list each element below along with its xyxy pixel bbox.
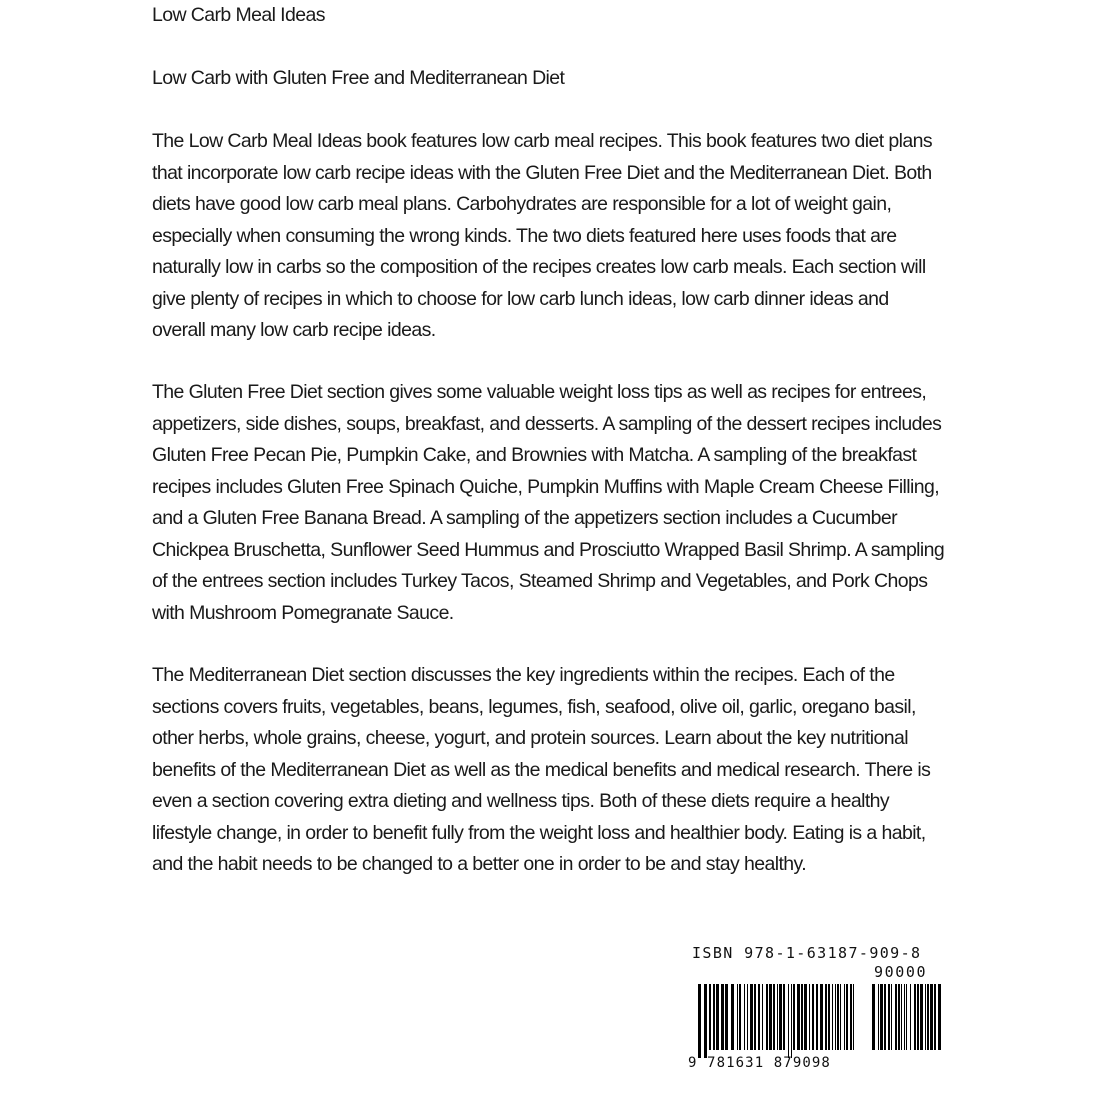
text-line: that incorporate low carb recipe ideas with the Gluten Free Diet and the Mediterranean Diet. Both	[152, 161, 932, 184]
barcode-bar	[878, 984, 879, 1050]
barcode-bar	[721, 984, 724, 1050]
barcode-bar	[797, 984, 800, 1050]
text-line: and a Gluten Free Banana Bread. A sampling of the appetizers section includes a Cucumber	[152, 507, 898, 529]
text-line: of the entrees section includes Turkey Tacos, Steamed Shrimp and Vegetables, and Pork Chops	[152, 570, 928, 592]
text-line: Gluten Free Pecan Pie, Pumpkin Cake, and Brownies with Matcha. A sampling of the breakfast	[152, 444, 917, 466]
barcode-bar	[920, 984, 923, 1050]
barcode-bar	[898, 984, 900, 1050]
page-subtitle: Low Carb with Gluten Free and Mediterranean Diet	[152, 67, 565, 89]
barcode-bar	[828, 984, 830, 1050]
barcode-bar	[880, 984, 883, 1050]
barcode-bar	[762, 984, 763, 1050]
barcode-bar	[938, 984, 941, 1050]
barcode-bar	[872, 984, 875, 1050]
barcode-bar	[891, 984, 892, 1050]
text-line: other herbs, whole grains, cheese, yogurt, and protein sources. Learn about the key nutritional	[152, 727, 908, 749]
barcode-bar	[812, 984, 814, 1050]
barcode-digits: 9 781631 879098	[688, 1055, 831, 1071]
barcode-bar	[773, 984, 775, 1050]
barcode-bar	[910, 984, 911, 1050]
isbn-barcode	[688, 944, 948, 1072]
text-line: appetizers, side dishes, soups, breakfast, and desserts. A sampling of the dessert recipes includes	[152, 412, 942, 435]
description-paragraph-1	[152, 126, 952, 347]
barcode-bar	[791, 984, 792, 1058]
barcode-bar	[766, 984, 768, 1050]
barcode-bar	[744, 984, 745, 1050]
barcode-bar	[925, 984, 926, 1050]
text-line: The Mediterranean Diet section discusses the key ingredients within the recipes. Each of the	[152, 664, 895, 686]
barcode-bar	[917, 984, 919, 1050]
barcode-bar	[804, 984, 807, 1050]
text-line: especially when consuming the wrong kinds. The two diets featured here uses foods that are	[152, 224, 897, 247]
barcode-bar	[914, 984, 916, 1050]
text-line: give plenty of recipes in which to choose for low carb lunch ideas, low carb dinner ideas and	[152, 287, 889, 310]
barcode-addon-bars	[872, 984, 942, 1058]
barcode-bar	[704, 984, 707, 1058]
barcode-bar	[739, 984, 741, 1050]
barcode-bar	[850, 984, 852, 1050]
barcode-bar	[888, 984, 890, 1050]
barcode-bar	[820, 984, 823, 1050]
barcode-bar	[777, 984, 778, 1050]
isbn-label: ISBN 978-1-63187-909-8	[692, 944, 922, 962]
barcode-bar	[713, 984, 715, 1050]
barcode-bar	[737, 984, 738, 1050]
text-line: The Gluten Free Diet section gives some valuable weight loss tips as well as recipes for entrees,	[152, 381, 927, 403]
barcode-bar	[837, 984, 839, 1050]
barcode-bar	[793, 984, 795, 1050]
barcode-bar	[904, 984, 905, 1050]
text-line: recipes includes Gluten Free Spinach Quiche, Pumpkin Muffins with Maple Cream Cheese Filling,	[152, 475, 940, 498]
barcode-bar	[731, 984, 734, 1050]
text-line: benefits of the Mediterranean Diet as well as the medical benefits and medical research. There is	[152, 758, 931, 781]
text-line: The Low Carb Meal Ideas book features low carb meal recipes. This book features two diet plans	[152, 130, 933, 152]
price-code: 90000	[874, 963, 928, 981]
barcode-bar	[716, 984, 719, 1050]
barcode-bar	[884, 984, 886, 1050]
description-paragraph-2	[152, 377, 952, 629]
text-line: even a section covering extra dieting and wellness tips. Both of these diets require a healthy	[152, 790, 890, 812]
barcode-bar	[758, 984, 760, 1050]
barcode-bar	[788, 984, 789, 1058]
page-title: Low Carb Meal Ideas	[152, 4, 325, 26]
barcode-bar	[930, 984, 933, 1050]
barcode-bar	[801, 984, 803, 1050]
text-line: and the habit needs to be changed to a better one in order to be and stay healthy.	[152, 853, 807, 875]
text-line: Chickpea Bruschetta, Sunflower Seed Hummus and Prosciutto Wrapped Basil Shrimp. A sampling	[152, 538, 945, 561]
barcode-bar	[754, 984, 756, 1050]
text-line: with Mushroom Pomegranate Sauce.	[152, 601, 454, 624]
text-line: diets have good low carb meal plans. Carbohydrates are responsible for a lot of weight gain,	[152, 193, 892, 215]
barcode-bar	[750, 984, 753, 1050]
barcode-bar	[825, 984, 827, 1050]
barcode-bar	[844, 984, 845, 1050]
barcode-bar	[840, 984, 841, 1050]
barcode-bar	[809, 984, 810, 1050]
barcode-bar	[779, 984, 782, 1050]
barcode-bar	[895, 984, 897, 1050]
barcode-bar	[698, 984, 701, 1058]
barcode-bar	[901, 984, 902, 1050]
barcode-main-bars	[698, 984, 858, 1058]
barcode-bar	[906, 984, 907, 1050]
text-line: lifestyle change, in order to benefit fully from the weight loss and healthier body. Eating is a habit,	[152, 821, 926, 844]
description-paragraph-3	[152, 660, 952, 881]
barcode-bar	[783, 984, 785, 1050]
barcode-bar	[725, 984, 728, 1050]
text-line: overall many low carb recipe ideas.	[152, 319, 436, 341]
barcode-bar	[709, 984, 711, 1050]
barcode-bar	[747, 984, 748, 1050]
barcode-bar	[934, 984, 936, 1050]
barcode-bar	[927, 984, 929, 1050]
barcode-bar	[835, 984, 836, 1050]
barcode-bar	[832, 984, 833, 1050]
barcode-bar	[769, 984, 772, 1050]
barcode-bar	[853, 984, 854, 1050]
text-line: naturally low in carbs so the composition of the recipes creates low carb meals. Each section will	[152, 256, 926, 278]
barcode-bar	[846, 984, 848, 1050]
text-line: sections covers fruits, vegetables, beans, legumes, fish, seafood, olive oil, garlic, oregano basil,	[152, 695, 916, 718]
barcode-bar	[816, 984, 818, 1050]
